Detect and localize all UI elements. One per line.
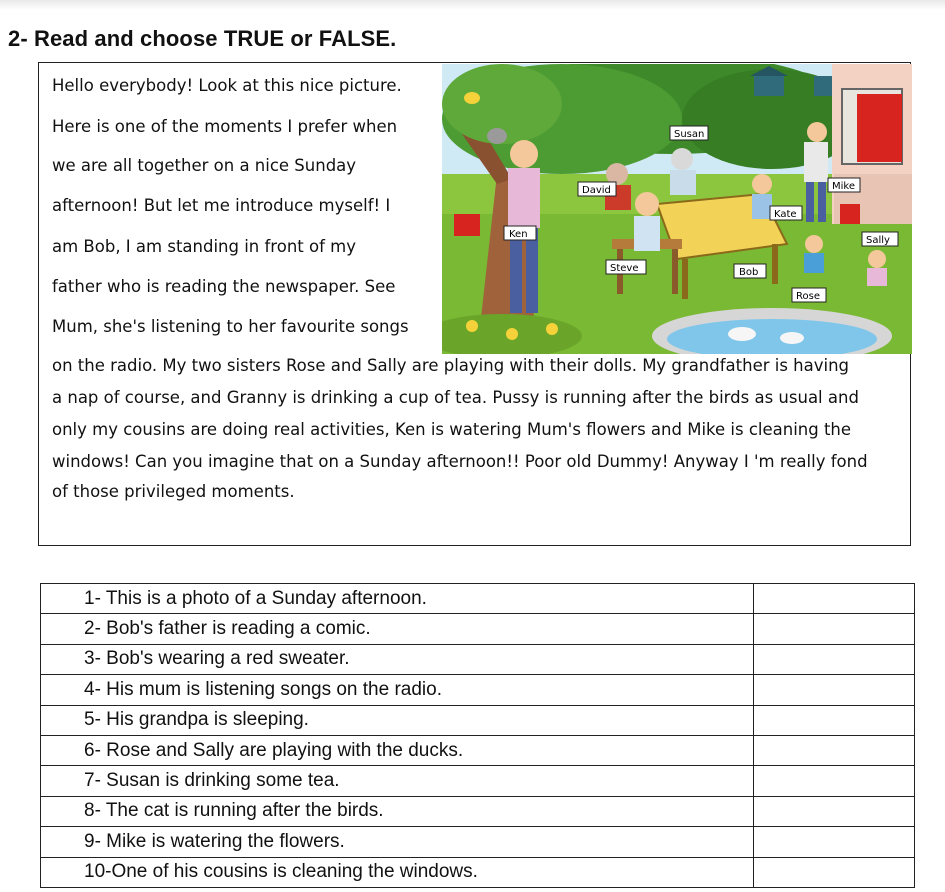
statement-text: 3- Bob's wearing a red sweater.: [41, 644, 754, 674]
table-row: [41, 857, 915, 887]
passage-line: afternoon! But let me introduce myself! I: [52, 196, 391, 215]
answer-cell[interactable]: [754, 796, 915, 826]
statement-text: 8- The cat is running after the birds.: [41, 796, 754, 826]
answer-cell[interactable]: [754, 827, 915, 857]
statement-text: 10-One of his cousins is cleaning the windows.: [41, 857, 754, 887]
passage-line: father who is reading the newspaper. See: [52, 277, 396, 296]
label-mike: Mike: [832, 181, 855, 192]
exercise-title: 2- Read and choose TRUE or FALSE.: [8, 26, 397, 51]
passage-line: only my cousins are doing real activities, Ken is watering Mum's flowers and Mike is cleaning the: [52, 420, 852, 439]
passage-line: a nap of course, and Granny is drinking a cup of tea. Pussy is running after the birds as usual and: [52, 388, 859, 407]
statement-text: 1- This is a photo of a Sunday afternoon.: [41, 584, 754, 614]
top-edge-strip: [0, 0, 945, 10]
statement-text: 9- Mike is watering the flowers.: [41, 827, 754, 857]
answer-cell[interactable]: [754, 766, 915, 796]
passage-line: windows! Can you imagine that on a Sunday afternoon!! Poor old Dummy! Anyway I 'm really fond: [52, 452, 868, 471]
statement-text: 5- His grandpa is sleeping.: [41, 705, 754, 735]
answer-cell[interactable]: [754, 584, 915, 614]
answer-cell[interactable]: [754, 614, 915, 644]
passage-line: am Bob, I am standing in front of my: [52, 237, 356, 256]
passage-line: on the radio. My two sisters Rose and Sally are playing with their dolls. My grandfather is having: [52, 356, 850, 375]
passage-line: Here is one of the moments I prefer when: [52, 117, 398, 136]
answer-cell[interactable]: [754, 705, 915, 735]
table-row: [41, 675, 915, 705]
answer-cell[interactable]: [754, 644, 915, 674]
label-rose: Rose: [796, 291, 820, 302]
statement-text: 4- His mum is listening songs on the radio.: [41, 675, 754, 705]
passage-line: of those privileged moments.: [52, 482, 295, 501]
table-row: [41, 614, 915, 644]
passage-line: Hello everybody! Look at this nice picture.: [52, 76, 402, 95]
true-false-table: [40, 583, 915, 888]
label-bob: Bob: [739, 267, 759, 278]
table-row: [41, 735, 915, 765]
table-row: [41, 644, 915, 674]
answer-cell[interactable]: [754, 857, 915, 887]
label-ken: Ken: [509, 229, 528, 240]
label-kate: Kate: [774, 209, 797, 220]
passage-line: we are all together on a nice Sunday: [52, 156, 357, 175]
answer-cell[interactable]: [754, 675, 915, 705]
family-garden-illustration: [442, 64, 912, 354]
table-row: [41, 827, 915, 857]
passage-line: Mum, she's listening to her favourite songs: [52, 317, 409, 336]
table-row: [41, 796, 915, 826]
answer-cell[interactable]: [754, 735, 915, 765]
statement-text: 6- Rose and Sally are playing with the ducks.: [41, 735, 754, 765]
table-row: [41, 705, 915, 735]
label-susan: Susan: [674, 129, 705, 140]
statement-text: 7- Susan is drinking some tea.: [41, 766, 754, 796]
label-sally: Sally: [866, 235, 890, 246]
label-david: David: [582, 185, 611, 196]
statement-text: 2- Bob's father is reading a comic.: [41, 614, 754, 644]
table-row: [41, 766, 915, 796]
label-steve: Steve: [610, 263, 639, 274]
table-row: [41, 584, 915, 614]
